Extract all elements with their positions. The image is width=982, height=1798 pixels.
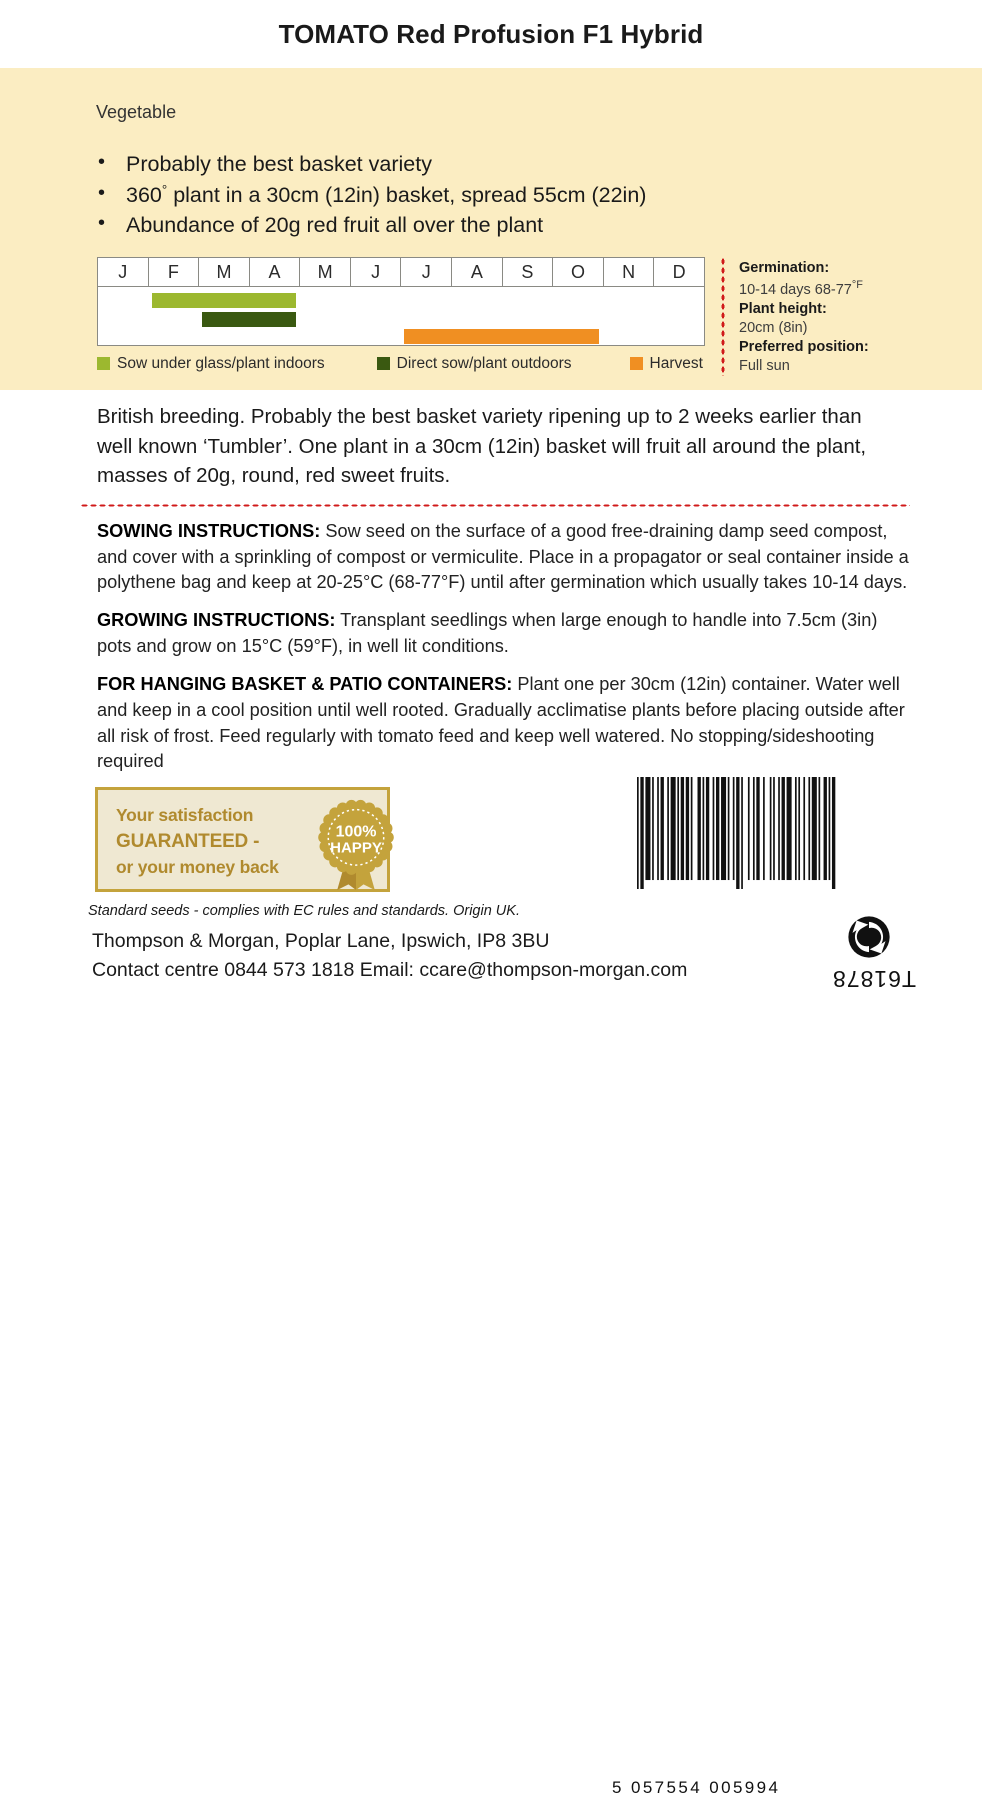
calendar-month-1: J [98,258,149,286]
calendar-month-8: A [452,258,503,286]
calendar-legend [97,355,705,373]
green-dot-recycle-icon [847,915,891,959]
bullet-text-cont: plant in a 30cm (12in) basket, spread 55cm (22in) [167,182,647,207]
calendar-month-10: O [553,258,604,286]
instructions-body [0,390,982,775]
cream-info-panel [0,68,982,390]
degree-symbol: ° [161,181,168,197]
guarantee-line-3: or your money back [116,857,279,878]
calendar-month-11: N [604,258,655,286]
calendar-and-info-row [0,241,982,377]
legend-swatch-icon [377,357,390,370]
feature-bullet-list [0,123,982,241]
list-item [96,180,982,211]
list-item [96,210,982,241]
sowing-instructions [0,507,982,597]
growing-info-panel [721,257,869,377]
sowing-instructions-heading: SOWING INSTRUCTIONS: [97,520,321,541]
calendar-month-header [98,258,704,287]
bullet-text: Probably the best basket variety [126,152,432,176]
calendar-bar-sow-outdoors [202,312,296,327]
guarantee-line-2: GUARANTEED - [116,831,260,853]
preferred-position-label: Preferred position: [739,338,869,355]
legend-swatch-icon [630,357,643,370]
calendar-month-7: J [401,258,452,286]
company-address [92,927,687,984]
calendar-bar-area [98,287,704,345]
calendar-table [97,257,705,346]
germination-value-text: 10-14 days 68-77 [739,281,852,298]
list-item [96,149,982,180]
germination-value [739,278,869,300]
calendar-bar-sow-indoors [152,293,296,308]
sowing-calendar [97,257,705,373]
bullet-text: Abundance of 20g red fruit all over the plant [126,213,544,238]
calendar-month-4: A [250,258,301,286]
guarantee-line-1: Your satisfaction [116,805,254,826]
address-line-1: Thompson & Morgan, Poplar Lane, Ipswich, IP8 3BU [92,930,550,953]
container-instructions [0,660,982,775]
legend-label: Direct sow/plant outdoors [396,354,572,372]
rosette-badge-icon [309,796,403,890]
calendar-bar-harvest [404,329,599,344]
plant-height-value: 20cm (8in) [739,319,808,336]
growing-instructions-heading: GROWING INSTRUCTIONS: [97,610,336,631]
legend-item-0 [97,355,325,373]
calendar-month-12: D [672,261,686,282]
title-band [0,0,982,68]
sowing-instructions-body: Sow seed on the surface of a good free-draining damp seed compost, and cover with a sprinkling of compost or vermiculite. Place in a propagator or seal container inside a polythene bag and keep at 20-25°C (68-77°F) until after germination which usually takes 10-14 days. [97,520,909,593]
dotted-divider-vertical [721,257,725,377]
container-instructions-body: Plant one per 30cm (12in) container. Water well and keep in a cool position until well rooted. Gradually acclimatise plants before placing outside after all risk of frost. Feed regularly with tomato feed and keep well watered. No stopping/sideshooting required [97,673,905,772]
growing-instructions-body: Transplant seedlings when large enough to handle into 7.5cm (3in) pots and grow on 15°C (59°F), in well lit conditions. [97,610,878,657]
address-line-2: Contact centre 0844 573 1818 Email: ccare@thompson-morgan.com [92,958,688,981]
legend-swatch-icon [97,357,110,370]
calendar-month-5: M [300,258,351,286]
category-label: Vegetable [96,102,177,122]
footer-area [0,775,982,1798]
calendar-month-9: S [503,258,554,286]
standard-seeds-note: Standard seeds - complies with EC rules and standards. Origin UK. [88,903,520,920]
rosette-top-text: 100% [335,823,377,841]
legend-item-2 [630,355,703,373]
preferred-position-value: Full sun [739,358,790,374]
growing-instructions [0,596,982,660]
page-title: TOMATO Red Profusion F1 Hybrid [278,18,704,49]
satisfaction-guarantee-box [95,787,390,892]
germination-unit: °F [851,278,863,291]
bullet-text: 360 [126,182,162,207]
germination-label: Germination: [739,259,830,276]
barcode-image [637,777,837,889]
rosette-bottom-text: HAPPY [330,839,382,857]
product-code: T61878 [832,966,917,993]
plant-height-label: Plant height: [739,300,827,317]
calendar-month-3: M [199,258,250,286]
calendar-month-6: J [351,258,402,286]
container-instructions-heading: FOR HANGING BASKET & PATIO CONTAINERS: [97,673,513,694]
legend-item-1 [377,355,572,373]
barcode-number: 5 057554 005994 [612,1778,781,1798]
legend-label: Sow under glass/plant indoors [117,354,325,372]
legend-label: Harvest [649,354,703,372]
variety-description: British breeding. Probably the best basket variety ripening up to 2 weeks earlier than well known ‘Tumbler’. One plant in a 30cm (12in) basket will fruit all around the plant, masses of 20g, round, red sweet fruits. [97,405,867,488]
calendar-month-2: F [149,258,200,286]
